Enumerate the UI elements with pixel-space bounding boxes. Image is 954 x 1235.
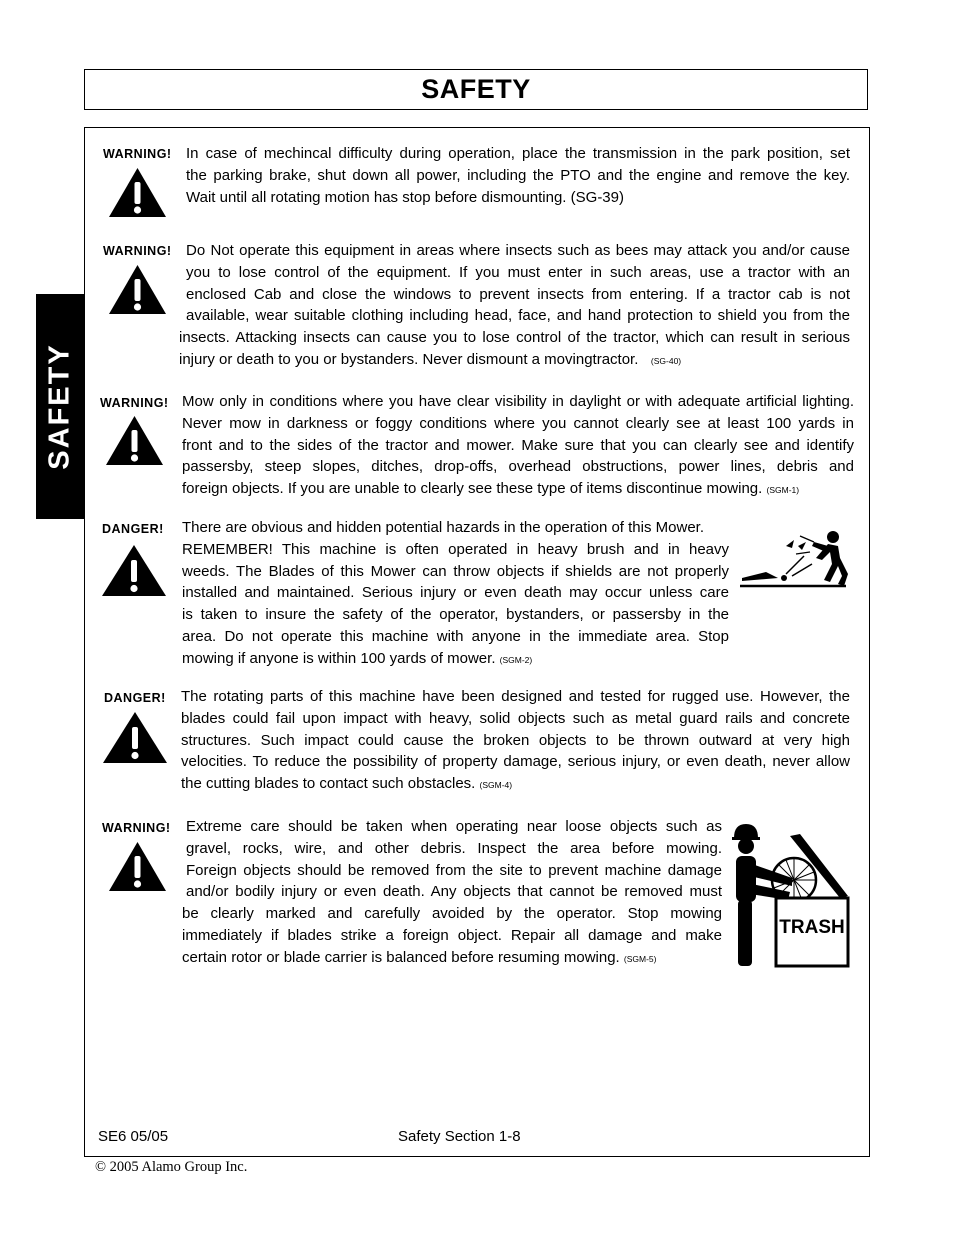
text-line: structures. Such impact could cause the broken objects to be thrown outward at very high bbox=[181, 731, 850, 749]
text-line: and/or bodily injury or even death. Any objects that cannot be removed must bbox=[186, 883, 722, 901]
text-line: In case of mechincal difficulty during operation, place the transmission in the park position, set bbox=[186, 145, 850, 162]
safety-text bbox=[186, 240, 850, 327]
text-line: available, wear suitable clothing including head, face, and hand protection to shield you from the bbox=[186, 307, 850, 325]
safety-text bbox=[186, 143, 850, 208]
warning-label: WARNING! bbox=[103, 147, 172, 161]
text-line: The rotating parts of this machine have been designed and tested for rugged use. However, the bbox=[181, 688, 850, 705]
text-line: be clearly marked and carefully avoided by the operator. Stop mowing bbox=[182, 905, 722, 922]
page-header bbox=[84, 69, 868, 110]
text-line-content: certain rotor or blade carrier is balanced before resuming mowing. bbox=[182, 948, 620, 966]
safety-text-continued bbox=[182, 903, 722, 968]
text-line: is taken to insure the safety of the operator, bystanders, or passersby in the bbox=[182, 606, 729, 624]
text-line: the parking brake, shut down all power, including the PTO and the engine and remove the key. bbox=[186, 166, 850, 184]
safety-text bbox=[181, 686, 850, 795]
text-line bbox=[182, 648, 729, 670]
text-line bbox=[182, 947, 722, 969]
text-line: velocities. To reduce the possibility of property damage, serious injury, or even death, never allow bbox=[181, 753, 850, 771]
side-tab-label: SAFETY bbox=[43, 343, 76, 470]
safety-text-continued bbox=[179, 327, 850, 371]
warning-label: WARNING! bbox=[102, 821, 171, 835]
text-line bbox=[181, 773, 850, 795]
section-side-tab bbox=[36, 294, 84, 519]
page-number: Safety Section 1-8 bbox=[398, 1128, 521, 1145]
text-line: Foreign objects should be removed from the site to prevent machine damage bbox=[186, 861, 722, 879]
text-line: Mow only in conditions where you have clear visibility in daylight or with adequate artificial lighting. bbox=[182, 393, 854, 410]
text-line-content: foreign objects. If you are unable to clearly see these type of items discontinue mowing. bbox=[182, 480, 763, 498]
text-line: immediately if blades strike a foreign object. Repair all damage and make bbox=[182, 926, 722, 944]
reference-code: (SGM-2) bbox=[499, 654, 533, 665]
warning-label: WARNING! bbox=[103, 244, 172, 258]
text-line-content: mowing if anyone is within 100 yards of mower. bbox=[182, 649, 496, 667]
text-line: There are obvious and hidden potential hazards in the operation of this Mower. bbox=[182, 519, 704, 536]
text-line: blades could fail upon impact with heavy, solid objects such as metal guard rails and concrete bbox=[181, 709, 850, 727]
document-code: SE6 05/05 bbox=[98, 1128, 169, 1145]
text-line bbox=[179, 349, 850, 371]
warning-triangle-icon bbox=[107, 263, 168, 316]
warning-triangle-icon bbox=[107, 840, 168, 893]
text-line: REMEMBER! This machine is often operated in heavy brush and in heavy bbox=[182, 540, 729, 558]
text-line: you to lose control of the equipment. If you must enter in such areas, use a tractor with an bbox=[186, 263, 850, 281]
trash-bin-label: TRASH bbox=[779, 917, 845, 938]
text-line: Wait until all rotating motion has stop before dismounting. (SG-39) bbox=[186, 188, 624, 206]
safety-text bbox=[182, 391, 854, 500]
warning-label: WARNING! bbox=[100, 396, 169, 410]
reference-code: (SGM-1) bbox=[766, 485, 800, 496]
text-line-content: injury or death to you or bystanders. Never dismount a movingtractor. bbox=[179, 350, 639, 368]
text-line: Do Not operate this equipment in areas where insects such as bees may attack you and/or cause bbox=[186, 242, 850, 259]
text-line: area. Do not operate this machine with anyone in the immediate area. Stop bbox=[182, 627, 729, 645]
text-line bbox=[182, 478, 854, 500]
warning-triangle-icon bbox=[107, 166, 168, 219]
text-line: Never mow in darkness or foggy conditions where you cannot clearly see at least 100 yards in bbox=[182, 414, 854, 432]
text-line: Extreme care should be taken when operating near loose objects such as bbox=[186, 818, 722, 835]
warning-triangle-icon bbox=[104, 414, 165, 467]
text-line: front and to the sides of the tractor and mower. Make sure that you can clearly see and identify bbox=[182, 436, 854, 454]
danger-label: DANGER! bbox=[102, 522, 164, 536]
reference-code: (SGM-5) bbox=[623, 953, 657, 964]
copyright-notice: © 2005 Alamo Group Inc. bbox=[95, 1159, 248, 1175]
thrown-object-hazard-icon bbox=[738, 528, 848, 592]
text-line: installed and maintained. Serious injury or even death may occur unless care bbox=[182, 584, 729, 602]
safety-text bbox=[186, 816, 722, 903]
text-line: passersby, steep slopes, ditches, drop-offs, overhead obstructions, power lines, debris and bbox=[182, 458, 854, 476]
page-title: SAFETY bbox=[421, 74, 531, 104]
danger-triangle-icon bbox=[101, 710, 169, 765]
reference-code: (SG-40) bbox=[650, 355, 682, 366]
safety-text bbox=[182, 517, 729, 670]
danger-label: DANGER! bbox=[104, 691, 166, 705]
reference-code: (SGM-4) bbox=[479, 780, 513, 791]
text-line-content: the cutting blades to contact such obstacles. bbox=[181, 775, 476, 793]
text-line: gravel, rocks, wire, and other debris. Inspect the area before mowing. bbox=[186, 839, 722, 857]
text-line: enclosed Cab and close the windows to prevent insects from entering. If a tractor cab is not bbox=[186, 285, 850, 303]
danger-triangle-icon bbox=[100, 543, 168, 598]
trash-disposal-illustration bbox=[730, 822, 850, 970]
text-line: weeds. The Blades of this Mower can throw objects if shields are not properly bbox=[182, 562, 729, 580]
text-line: insects. Attacking insects can cause you to lose control of the tractor, which can result in serious bbox=[179, 329, 850, 346]
